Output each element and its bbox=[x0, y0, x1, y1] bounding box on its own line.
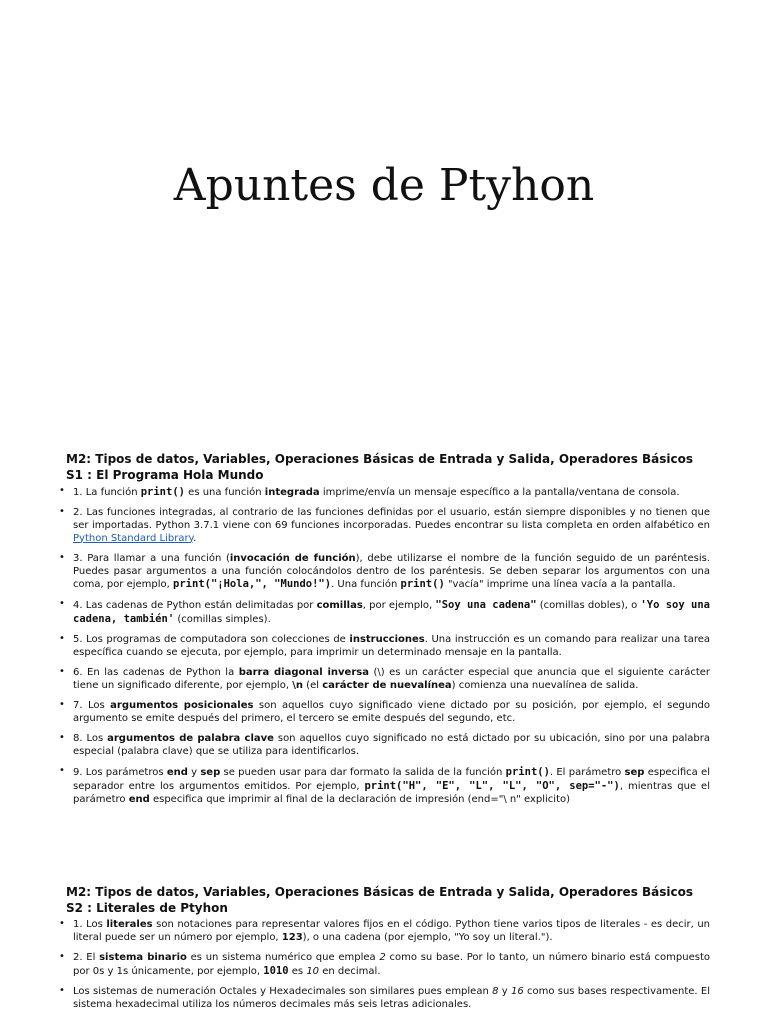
list-item: • 4. Las cadenas de Python están delimitadas por comillas, por ejemplo, "Soy una cadena" (comillas dobles), o 'Yo soy una cadena, también' (comillas simples). bbox=[62, 599, 710, 627]
section-heading: M2: Tipos de datos, Variables, Operaciones Básicas de Entrada y Salida, Operadores Básicos bbox=[66, 452, 694, 466]
section-heading: M2: Tipos de datos, Variables, Operaciones Básicas de Entrada y Salida, Operadores Básicos bbox=[66, 885, 694, 899]
section-s1 bbox=[62, 451, 710, 814]
python-standard-library-link[interactable]: Python Standard Library bbox=[73, 532, 194, 544]
list-item: • 2. El sistema binario es un sistema numérico que emplea 2 como su base. Por lo tanto, un número binario está compuesto por 0s y 1s únicamente, por ejemplo, 1010 es 10 en decimal. bbox=[62, 952, 710, 979]
list-item: • 8. Los argumentos de palabra clave son aquellos cuyo significado no está dictado por su ubicación, sino por una palabra especial (palabra clave) que se utiliza para identificarlos. bbox=[62, 733, 710, 759]
section-s2 bbox=[62, 884, 710, 1019]
bullet-list bbox=[62, 486, 710, 806]
list-item: • 9. Los parámetros end y sep se pueden usar para dar formato la salida de la función print(). El parámetro sep especifica el separador entre los argumentos emitidos. Por ejemplo, print("H", "E", "L", "L", "O", sep="-"), mientras que el parámetro end especifica que imprimir al final de la declaración de impresión (end="\ n" explicito) bbox=[62, 766, 710, 806]
list-item: • 1. Los literales son notaciones para representar valores fijos en el código. Python tiene varios tipos de literales - es decir, un literal puede ser un número por ejemplo, 123), o una cadena (por ejemplo, "Yo soy un literal."). bbox=[62, 919, 710, 945]
list-item: • Los sistemas de numeración Octales y Hexadecimales son similares pues emplean 8 y 16 como sus bases respectivamente. El sistema hexadecimal utiliza los números decimales más seis letras adicionales. bbox=[62, 986, 710, 1012]
section-subheading: S1 : El Programa Hola Mundo bbox=[66, 468, 264, 482]
list-item: • 1. La función print() es una función integrada imprime/envía un mensaje específico a la pantalla/ventana de consola. bbox=[62, 486, 710, 500]
bullet-list bbox=[62, 919, 710, 1011]
list-item: • 5. Los programas de computadora son colecciones de instrucciones. Una instrucción es un comando para realizar una tarea específica cuando se ejecuta, por ejemplo, para imprimir un determinado mensaje en la pantalla. bbox=[62, 634, 710, 660]
list-item: • 7. Los argumentos posicionales son aquellos cuyo significado viene dictado por su posición, por ejemplo, el segundo argumento se emite después del primero, el tercero se emite después del segundo, etc. bbox=[62, 700, 710, 726]
section-subheading: S2 : Literales de Ptyhon bbox=[66, 901, 228, 915]
list-item: • 2. Las funciones integradas, al contrario de las funciones definidas por el usuario, están siempre disponibles y no tienen que ser importadas. Python 3.7.1 viene con 69 funciones incorporadas. Puedes encontrar su lista completa en orden alfabético en Python Standard Library. bbox=[62, 507, 710, 545]
list-item: • 6. En las cadenas de Python la barra diagonal inversa (\) es un carácter especial que anuncia que el siguiente carácter tiene un significado diferente, por ejemplo, \n (el carácter de nuevalínea) comienza una nuevalínea de salida. bbox=[62, 667, 710, 693]
page-title: Apuntes de Ptyhon bbox=[173, 160, 595, 211]
list-item: • 3. Para llamar a una función (invocación de función), debe utilizarse el nombre de la función seguido de un paréntesis. Puedes pasar argumentos a una función colocándolos dentro de los paréntesis. Se deben separar los argumentos con una coma, por ejemplo, print("¡Hola,", "Mundo!"). Una función print() "vacía" imprime una línea vacía a la pantalla. bbox=[62, 553, 710, 592]
